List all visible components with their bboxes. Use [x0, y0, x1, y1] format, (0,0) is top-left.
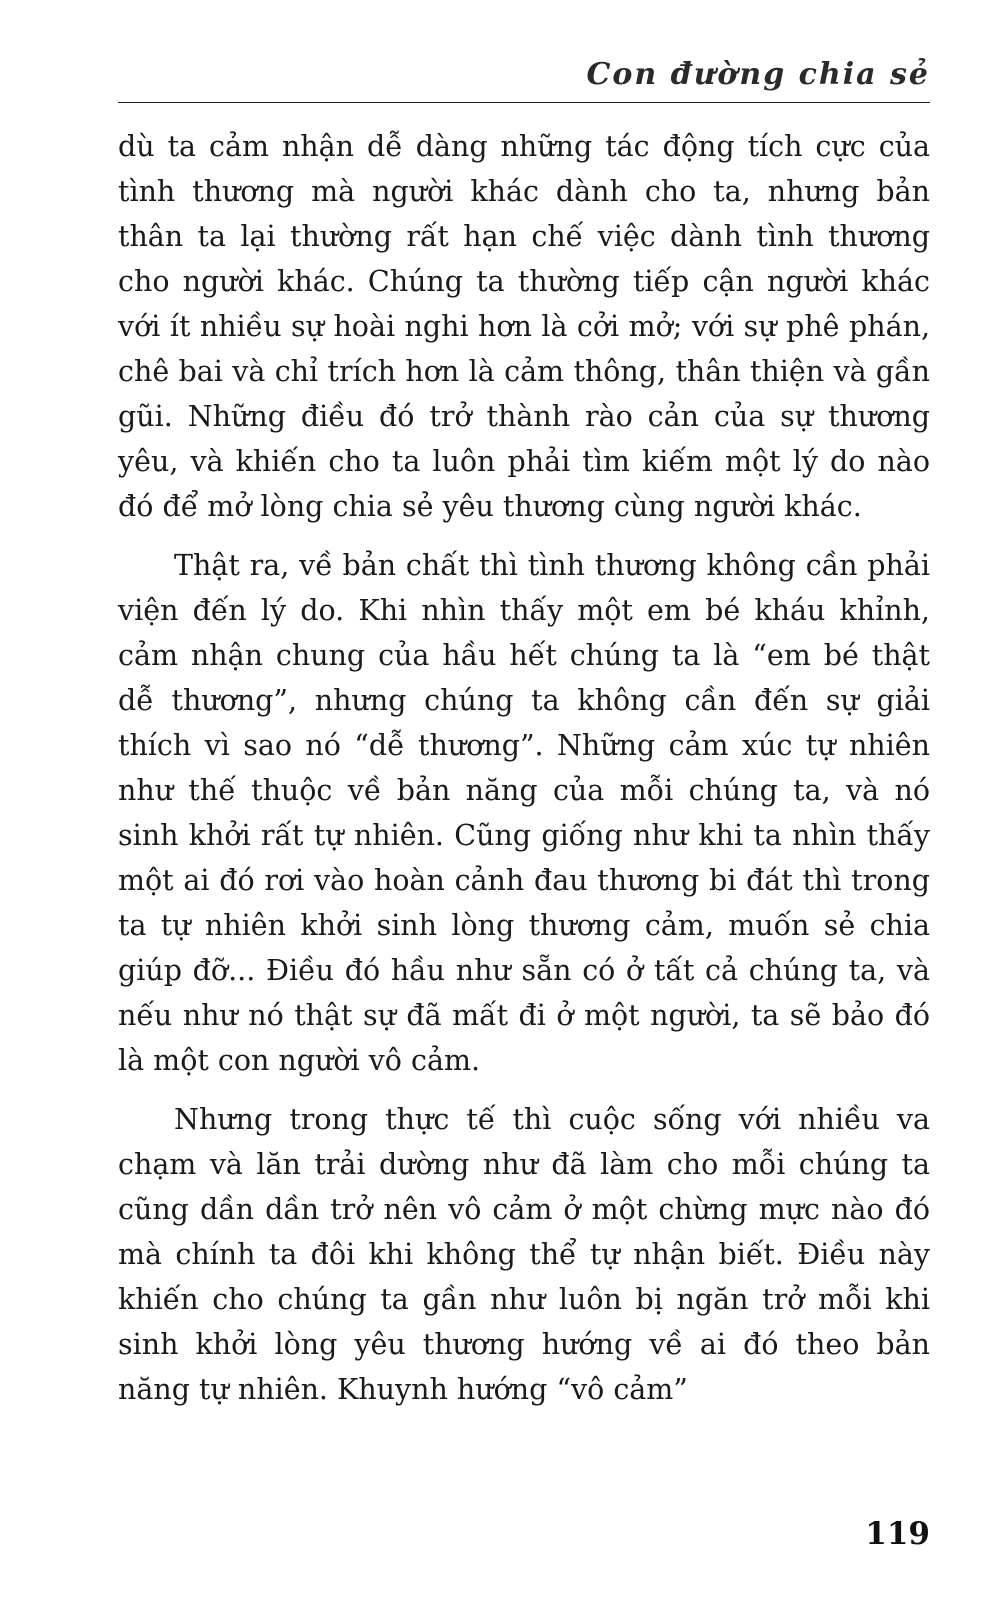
paragraph: Thật ra, về bản chất thì tình thương không cần phải viện đến lý do. Khi nhìn thấy một em bé kháu khỉnh, cảm nhận chung của hầu hết chúng ta là “em bé thật dễ thương”, nhưng chúng ta không cần đến sự giải thích vì sao nó “dễ thương”. Những cảm xúc tự nhiên như thế thuộc về bản năng của mỗi chúng ta, và nó sinh khởi rất tự nhiên. Cũng giống như khi ta nhìn thấy một ai đó rơi vào hoàn cảnh đau thương bi đát thì trong ta tự nhiên khởi sinh lòng thương cảm, muốn sẻ chia giúp đỡ... Điều đó hầu như sẵn có ở tất cả chúng ta, và nếu như nó thật sự đã mất đi ở một người, ta sẽ bảo đó là một con người vô cảm.	[118, 549, 930, 1077]
running-header	[118, 52, 930, 103]
page-number: 119	[865, 1516, 930, 1552]
body-text	[118, 124, 930, 1426]
paragraph: dù ta cảm nhận dễ dàng những tác động tích cực của tình thương mà người khác dành cho ta, nhưng bản thân ta lại thường rất hạn chế việc dành tình thương cho người khác. Chúng ta thường tiếp cận người khác với ít nhiều sự hoài nghi hơn là cởi mở; với sự phê phán, chê bai và chỉ trích hơn là cảm thông, thân thiện và gần gũi. Những điều đó trở thành rào cản của sự thương yêu, và khiến cho ta luôn phải tìm kiếm một lý do nào đó để mở lòng chia sẻ yêu thương cùng người khác.	[118, 130, 930, 523]
running-title: Con đường chia sẻ	[586, 57, 930, 92]
paragraph: Nhưng trong thực tế thì cuộc sống với nhiều va chạm và lăn trải dường như đã làm cho mỗi chúng ta cũng dần dần trở nên vô cảm ở một chừng mực nào đó mà chính ta đôi khi không thể tự nhận biết. Điều này khiến cho chúng ta gần như luôn bị ngăn trở mỗi khi sinh khởi lòng yêu thương hướng về ai đó theo bản năng tự nhiên. Khuynh hướng “vô cảm”	[118, 1103, 930, 1406]
